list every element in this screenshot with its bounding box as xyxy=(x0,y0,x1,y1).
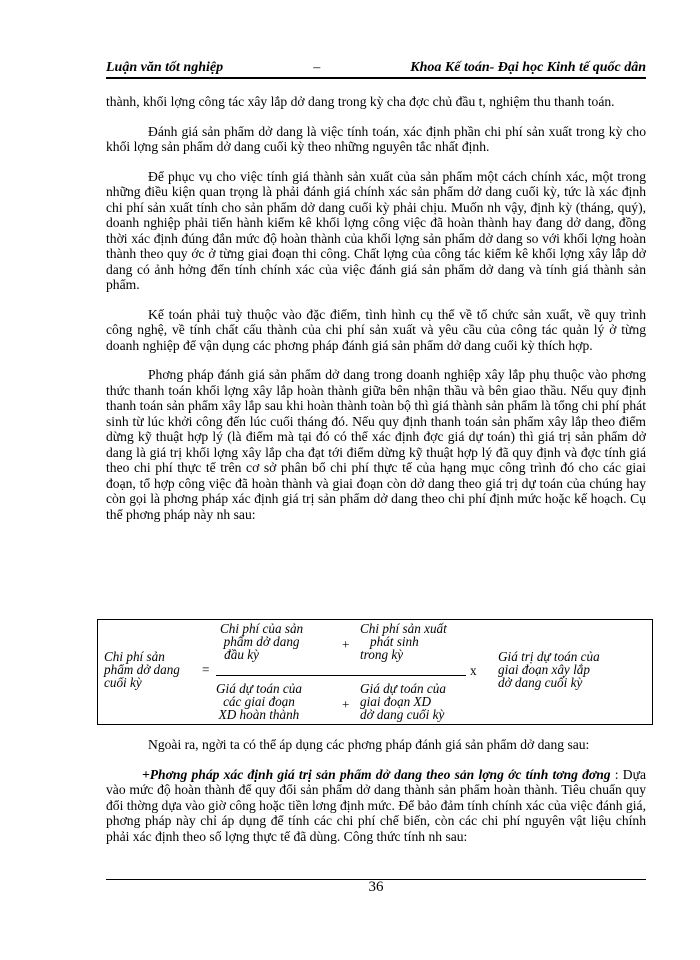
header-right: Khoa Kế toán- Đại học Kinh tế quốc dân xyxy=(410,60,646,75)
formula-numerator-2 xyxy=(360,622,447,661)
header-left: Luận văn tốt nghiệp xyxy=(106,60,224,75)
formula-num1-line: phẩm dở dang xyxy=(223,634,300,649)
formula-equals: = xyxy=(202,662,210,677)
paragraph: Ngoài ra, ngời ta có thể áp dụng các phơng pháp đánh giá sản phẩm dở dang sau: xyxy=(148,737,590,752)
formula-lhs-line: cuối kỳ xyxy=(104,675,142,690)
formula-plus-bottom: + xyxy=(342,697,350,712)
formula-den2-line: giai đoạn XD xyxy=(360,694,432,709)
page-number: 36 xyxy=(368,879,384,895)
method-description: : Dựa vào mức độ hoàn thành để quy đổi sản phẩm dở dang thành sản phẩm hoàn thành. Tiêu chuẩn quy đổi thờng dựa vào giờ công hoặc tiền lơng định mức. Để bảo đảm tính chính xác của việc đánh giá, phơng pháp này chỉ áp dụng để tính các chi phí chế biến, còn các chi phí nguyên vật liệu chính phải xác định theo số lợng thực tế đã dùng. Công thức tính nh sau: xyxy=(106,766,647,844)
header-dash: – xyxy=(313,60,321,75)
page-header xyxy=(106,60,646,79)
formula-den1-line: Giá dự toán của xyxy=(216,681,302,696)
formula-lhs-line: Chi phí sản xyxy=(104,649,165,664)
formula-den2-line: dở dang cuối kỳ xyxy=(360,707,445,722)
method-title: +Phơng pháp xác định giá trị sản phẩm dở dang theo sản lợng ớc tính tơng đơng xyxy=(142,766,611,782)
formula-num2-line: Chi phí sản xuất xyxy=(360,621,447,636)
formula-rhs-line: giai đoạn xây lắp xyxy=(498,662,590,677)
formula-rhs-line: dở dang cuối kỳ xyxy=(498,675,583,690)
body-text-after-formula xyxy=(106,737,646,858)
paragraph: thành, khối lợng công tác xây lắp dở dang trong kỳ cha đợc chủ đầu t, nghiệm thu thanh toán. xyxy=(106,94,615,109)
formula-num2-line: trong kỳ xyxy=(360,647,404,662)
formula-lhs xyxy=(104,650,180,689)
formula-num1-line: đầu kỳ xyxy=(224,647,259,662)
formula-denominator-1 xyxy=(216,682,302,721)
paragraph xyxy=(106,767,646,845)
formula-times: x xyxy=(470,663,477,678)
fraction-line xyxy=(216,675,466,676)
formula-num1-line: Chi phí của sản xyxy=(220,621,304,636)
paragraph: Phơng pháp đánh giá sản phẩm dở dang trong doanh nghiệp xây lắp phụ thuộc vào phơng thức thanh toán khối lợng xây lắp hoàn thành giữa bên nhận thầu và bên giao thầu. Nếu quy định thanh toán sản phẩm xây lắp sau khi hoàn thành toàn bộ thì giá thành sản phẩm là tổng chi phí phát sinh từ lúc khởi công đến lúc cuối tháng đó. Nếu quy định thanh toán sản phẩm xây lắp theo điểm dừng kỹ thuật hợp lý (là điểm mà tại đó có thể xác định đợc giá dự toán) thì giá trị sản phẩm dở dang là giá trị khối lợng xây lắp cha đạt tới điểm dừng kỹ thuật hợp lý đã quy định và đợc tính giá theo chi phí thực tế trên cơ sở phân bổ chi phí thực tế của hạng mục công trình đó cho các giai đoạn, tổ hợp công việc đã hoàn thành và giai đoạn còn dở dang theo giá trị dự toán của chúng hay còn gọi là phơng pháp xác định giá trị sản phẩm dở dang theo chi phí định mức hoặc kế hoạch. Cụ thể phơng pháp này nh sau: xyxy=(106,367,646,522)
formula-num2-line: phát sinh xyxy=(370,634,419,649)
body-text xyxy=(106,94,646,536)
formula-den1-line: các giai đoạn xyxy=(223,694,295,709)
paragraph: Đánh giá sản phẩm dở dang là việc tính toán, xác định phần chi phí sản xuất trong kỳ cho khối lợng sản phẩm dở dang cuối kỳ theo những nguyên tắc nhất định. xyxy=(106,123,646,154)
formula-den2-line: Giá dự toán của xyxy=(360,681,446,696)
formula-denominator-2 xyxy=(360,682,446,721)
formula-box xyxy=(97,619,653,725)
formula-plus-top: + xyxy=(342,637,350,652)
formula-den1-line: XD hoàn thành xyxy=(218,707,300,722)
paragraph: Để phục vụ cho việc tính giá thành sản xuất của sản phẩm một cách chính xác, một trong những điều kiện quan trọng là phải đánh giá chính xác sản phẩm dở dang cuối kỳ, tức là xác định chi phí sản xuất tính cho sản phẩm dở dang cuối kỳ phải chịu. Muốn nh vậy, định kỳ (tháng, quý), doanh nghiệp phải tiến hành kiểm kê khối lợng công việc đã hoàn thành hay đang dở dang, đồng thời xác định đúng đắn mức độ hoàn thành của khối lợng sản phẩm dở dang so với khối lợng hoàn thành theo quy ớc ở từng giai đoạn thi công. Chất lợng của công tác kiểm kê khối lợng xây lắp dở dang có ảnh hởng đến tính chính xác của việc đánh giá sản phẩm dở dang và tính giá thành sản phẩm. xyxy=(106,168,646,292)
formula-lhs-line: phẩm dở dang xyxy=(104,662,180,677)
formula-rhs xyxy=(498,650,600,689)
formula-rhs-line: Giá trị dự toán của xyxy=(498,649,600,664)
paragraph: Kế toán phải tuỳ thuộc vào đặc điểm, tình hình cụ thể về tổ chức sản xuất, về quy trình công nghệ, về tính chất cấu thành của chi phí sản xuất và yêu cầu của công tác quản lý ở từng doanh nghiệp để vận dụng các phơng pháp đánh giá sản phẩm dở dang cuối kỳ thích hợp. xyxy=(106,306,646,353)
formula-numerator-1 xyxy=(220,622,303,661)
